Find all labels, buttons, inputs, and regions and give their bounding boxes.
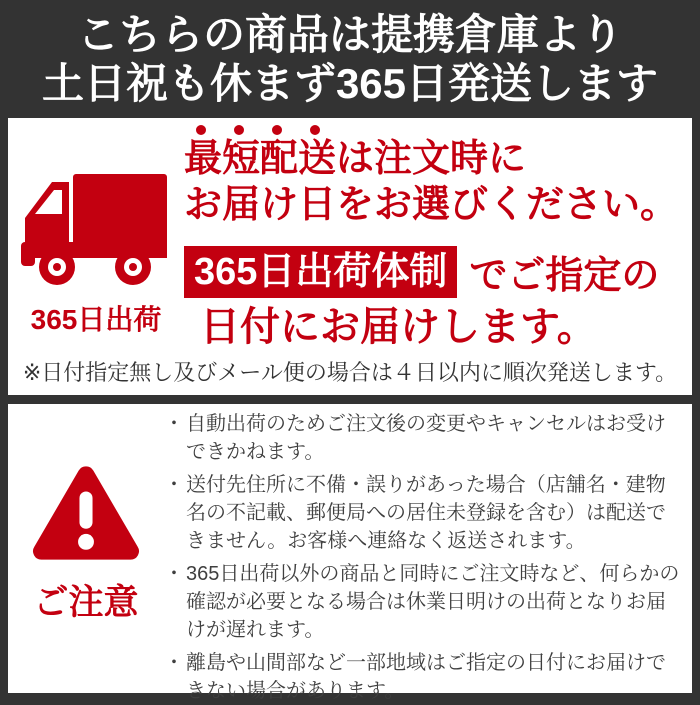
top-banner — [0, 0, 700, 118]
caution-column — [8, 404, 164, 693]
bullet-marker: ・ — [164, 413, 184, 435]
emphasis-dot — [234, 125, 244, 135]
caution-item — [164, 471, 684, 555]
caution-item — [164, 649, 684, 705]
caution-label: ご注意 — [33, 583, 139, 622]
truck-icon — [21, 170, 171, 288]
shipping-heading-line2: お届け日をお選びください。 — [184, 184, 679, 226]
badge-row — [184, 244, 692, 299]
caution-item-text: 自動出荷のためご注文後の変更やキャンセルはお受けできかねます。 — [186, 413, 666, 463]
caution-bullet-list — [164, 404, 692, 702]
caution-item — [164, 410, 684, 466]
shipping-content — [184, 118, 692, 351]
emphasis-dot — [196, 125, 206, 135]
shipping-panel — [8, 118, 692, 395]
banner-line-1: こちらの商品は提携倉庫より — [76, 11, 623, 58]
shipping-note: ※日付指定無し及びメール便の場合は４日以内に順次発送します。 — [22, 360, 678, 385]
badge-suffix-text: でご指定の — [469, 255, 660, 297]
shipping-badge: 365日出荷体制 — [184, 246, 457, 298]
bullet-marker: ・ — [164, 474, 184, 496]
truck-column — [8, 118, 184, 351]
emphasis-dot — [272, 125, 282, 135]
truck-label: 365日出荷 — [30, 304, 162, 335]
caution-item-text: 365日出荷以外の商品と同時にご注文時など、何らかの確認が必要となる場合は休業日明けの出荷となりお届けが遅れます。 — [186, 563, 680, 641]
caution-panel — [8, 404, 692, 702]
warning-triangle-icon — [30, 462, 142, 567]
emphasis-dot — [310, 125, 320, 135]
shipping-heading-line1: 最短配送は注文時に — [184, 138, 527, 180]
emphasis-dots — [196, 124, 692, 136]
caution-item-text: 送付先住所に不備・誤りがあった場合（店舗名・建物名の不記載、郵便局への居住未登録を含む）は配送できません。お客様へ連絡なく返送されます。 — [186, 474, 666, 552]
banner-line-2: 土日祝も休まず365日発送します — [41, 60, 659, 107]
shipping-row — [8, 118, 692, 351]
bullet-marker: ・ — [164, 652, 184, 674]
delivery-line: 日付にお届けします。 — [200, 305, 597, 349]
caution-item — [164, 560, 684, 644]
bullet-marker: ・ — [164, 563, 184, 585]
caution-item-text: 離島や山間部など一部地域はご指定の日付にお届けできない場合があります。 — [186, 652, 666, 702]
